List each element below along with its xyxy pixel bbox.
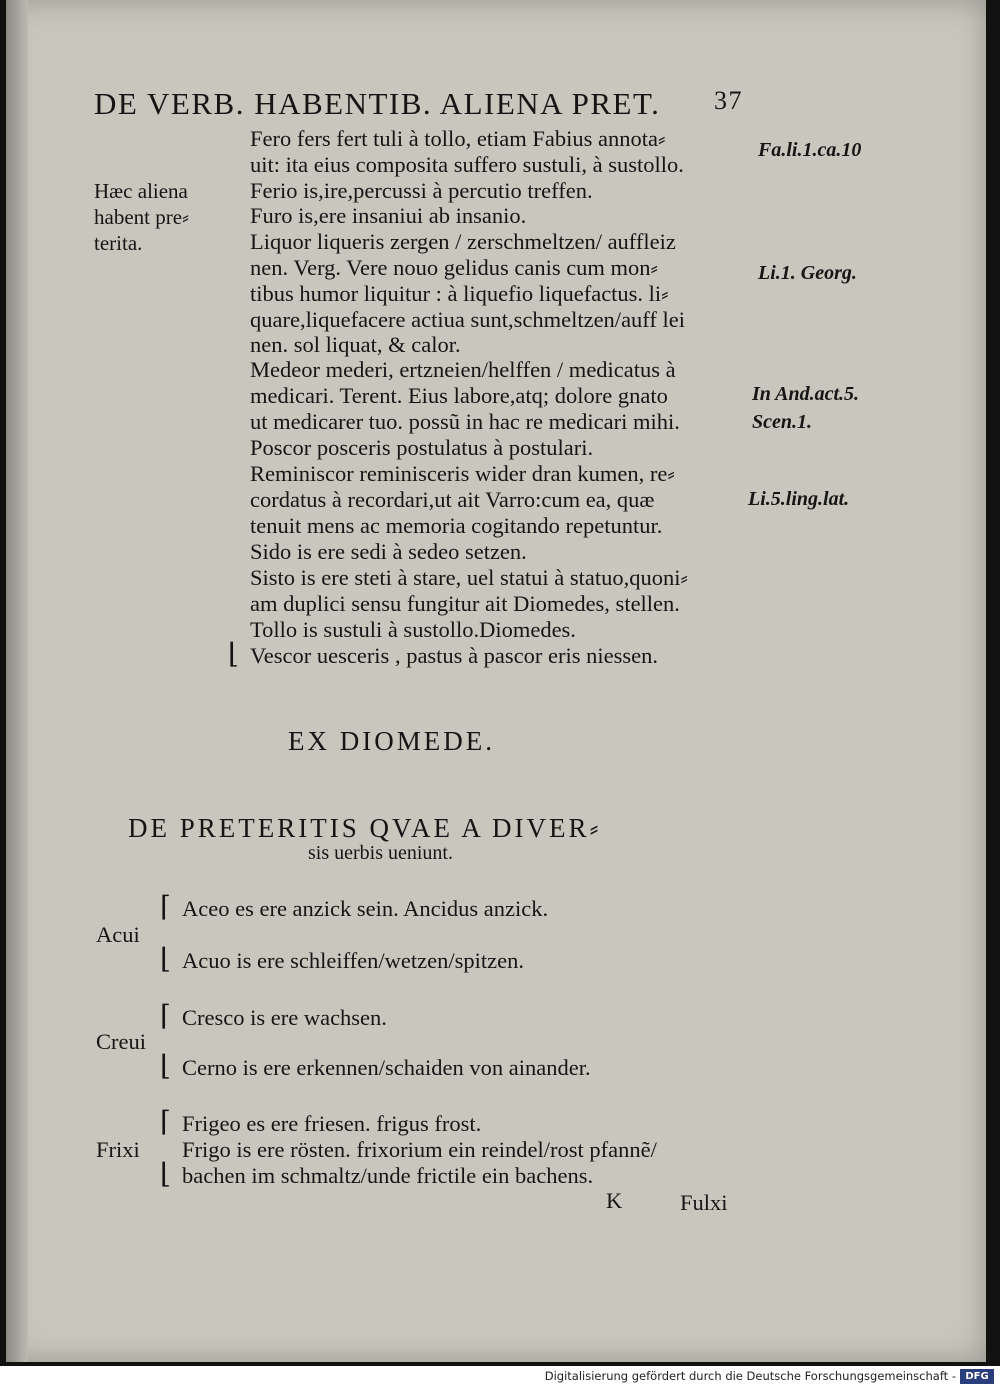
body-line: Poscor posceris postulatus à postulari.	[250, 435, 594, 460]
body-line: uit: ita eius composita suffero sustuli, à sustollo.	[250, 152, 684, 177]
page-number: 37	[714, 86, 743, 115]
body-line: Medeor mederi, ertzneien/helffen / medicatus à	[250, 357, 676, 382]
body-line: Furo is,ere insaniui ab insanio.	[250, 203, 527, 228]
body-line: quare,liquefacere actiua sunt,schmeltzen/auff lei	[250, 307, 685, 332]
group-label: Frixi	[96, 1137, 140, 1162]
group-label: Acui	[96, 922, 140, 947]
body-line: Vescor uesceris , pastus à pascor eris niessen.	[250, 643, 658, 668]
group-line: Acuo is ere schleiffen/wetzen/spitzen.	[182, 948, 524, 973]
running-title: DE VERB. HABENTIB. ALIENA PRET.	[94, 86, 661, 121]
body-line: cordatus à recordari,ut ait Varro:cum ea, quæ	[250, 487, 655, 512]
brace-top: ⌈	[160, 1107, 171, 1138]
body-line: Reminiscor reminisceris wider dran kumen, re⸗	[250, 461, 675, 486]
group-line: Aceo es ere anzick sein. Ancidus anzick.	[182, 896, 549, 921]
body-line: Tollo is sustuli à sustollo.Diomedes.	[250, 617, 576, 642]
footer-credit: Digitalisierung gefördert durch die Deutsche Forschungsgemeinschaft -	[544, 1369, 956, 1383]
body-line: am duplici sensu fungitur ait Diomedes, stellen.	[250, 591, 680, 616]
margin-note-right-5: Li.5.ling.lat.	[748, 488, 850, 510]
margin-note-right-4: Scen.1.	[752, 411, 812, 433]
body-line: Sisto is ere steti à stare, uel statui à statuo,quoni⸗	[250, 565, 689, 590]
body-line: Sido is ere sedi à sedeo setzen.	[250, 539, 527, 564]
group-line: Cerno is ere erkennen/schaiden von ainander.	[182, 1055, 591, 1080]
body-line: nen. sol liquat, & calor.	[250, 332, 461, 357]
signature-mark: K	[606, 1188, 623, 1213]
body-line: ut medicarer tuo. possũ in hac re medicari mihi.	[250, 409, 680, 434]
subsection-subtitle: sis uerbis ueniunt.	[308, 842, 453, 864]
margin-note-right-1: Fa.li.1.ca.10	[758, 139, 862, 161]
footer-bar	[0, 1366, 1000, 1389]
body-line: Ferio is,ire,percussi à percutio treffen.	[250, 178, 593, 203]
brace-top: ⌈	[160, 892, 171, 923]
margin-note-left-2: habent pre⸗	[94, 205, 190, 229]
group-line: bachen im schmaltz/unde frictile ein bachens.	[182, 1163, 594, 1188]
brace-bottom: ⌊	[160, 944, 171, 975]
bracket-mark: ⌊	[228, 639, 239, 670]
brace-bottom: ⌊	[160, 1051, 171, 1082]
group-line: Cresco is ere wachsen.	[182, 1005, 387, 1030]
group-line: Frigo is ere rösten. frixorium ein reindel/rost pfannẽ/	[182, 1137, 657, 1162]
body-line: tenuit mens ac memoria cogitando repetuntur.	[250, 513, 663, 538]
margin-note-right-2: Li.1. Georg.	[758, 262, 857, 284]
margin-note-left-3: terita.	[94, 231, 143, 255]
body-line: medicari. Terent. Eius labore,atq; dolore gnato	[250, 383, 668, 408]
body-line: nen. Verg. Vere nouo gelidus canis cum mon⸗	[250, 255, 659, 280]
book-binding-edge	[6, 0, 28, 1362]
body-line: Fero fers fert tuli à tollo, etiam Fabius annota⸗	[250, 126, 666, 151]
catchword: Fulxi	[680, 1190, 728, 1215]
brace-top: ⌈	[160, 1001, 171, 1032]
dfg-logo-icon: DFG	[960, 1369, 994, 1384]
subsection-title: DE PRETERITIS QVAE A DIVER⸗	[128, 813, 602, 843]
margin-note-left-1: Hæc aliena	[94, 179, 188, 203]
group-label: Creui	[96, 1029, 146, 1054]
body-line: tibus humor liquitur : à liquefio liquefactus. li⸗	[250, 281, 669, 306]
body-line: Liquor liqueris zergen / zerschmeltzen/ auffleiz	[250, 229, 676, 254]
margin-note-right-3: In And.act.5.	[752, 383, 860, 405]
brace-bottom: ⌊	[160, 1159, 171, 1190]
section-title: EX DIOMEDE.	[288, 726, 495, 756]
group-line: Frigeo es ere friesen. frigus frost.	[182, 1111, 482, 1136]
